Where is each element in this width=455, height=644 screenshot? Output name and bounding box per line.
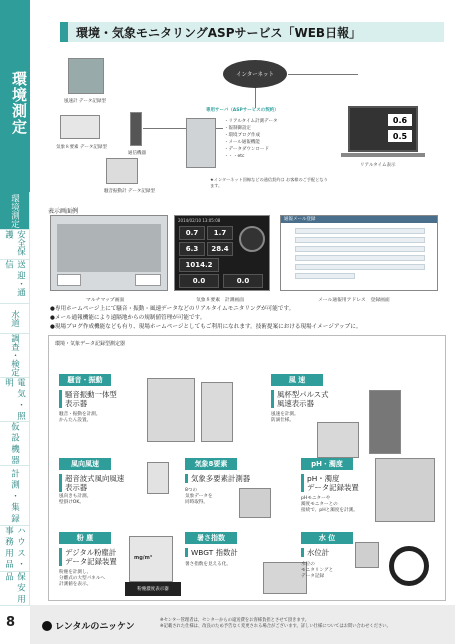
bullet-item: ●現場ブログ作成機能なども有り、現場ホームページとしてもご利用になれます。技術提案における現場イメージアップに。 [50,324,362,330]
card-desc: pHモニターや 濁度モニターとの 接続で、pHと濁度を計測。 [301,496,358,513]
mail-screenshot [280,215,438,291]
noise-logger-image [106,158,138,184]
card-desc: 粉塵を計測し、 分離式の大型パネルへ 計測値を表示。 [59,570,105,587]
connector-line [255,88,256,108]
product-image [239,488,271,518]
server-label: 専用サーバ（ASPサービスの契約） [206,108,279,113]
card-badge: 暑さ指数 [185,532,237,544]
sidebar-tab-environment[interactable]: 環境測定 [0,192,30,230]
server-feature: ・環境ブログ作成 [224,133,260,138]
footer [30,605,455,644]
card-desc: 水位の モニタリングと データ記録 [301,562,334,579]
sidebar-tab-water[interactable]: 水道 [0,304,30,334]
mail-row [295,273,355,279]
sidebar-tab-safety[interactable]: 安全保護 [0,230,30,260]
logo-text: レンタルのニッケン [55,622,135,632]
card-badge: 騒音・振動 [59,374,111,386]
meteo-value: 6.3 [179,242,205,256]
card-desc: 暑さ指数を見える化。 [185,562,231,567]
realtime-value: 0.6 [388,114,412,126]
anemometer-caption: 風速計 データ記録型 [64,99,106,104]
dust-unit: mg/m³ [134,555,153,561]
product-image [355,542,379,568]
card-title: 風杯型パルス式 風速表示器 [271,390,351,408]
meteo-logger-caption: 気象８要素 データ記録型 [56,145,107,150]
sidebar [0,0,30,644]
products-panel [48,335,446,601]
display-example-label: 表示画面例 [48,208,79,215]
server-feature: ・報制御設定 [224,126,251,131]
server-feature: ・リアルタイム計測データ [224,119,278,124]
card-badge: 気象8要素 [185,458,237,470]
mail-row [295,228,425,234]
server-features [224,118,278,160]
meteo-timestamp: 2014/02/10 13:05:08 [178,218,221,223]
card-badge: 風向風速 [59,458,111,470]
page-number: 8 [6,615,16,630]
server-feature: ・・・etc [224,154,245,159]
logo-icon [42,621,52,631]
mail-row [295,264,425,270]
multimap-screenshot [50,215,168,291]
product-image [201,382,233,442]
card-desc: 騒音・振動を計測。 かんたん設置。 [59,412,101,423]
sidebar-heading: 環境測定 [0,0,30,192]
sidebar-tab-security[interactable]: 保 安 用 品 [0,572,30,606]
card-title: 水位計 [301,548,361,557]
server-image [186,118,216,168]
brand-logo [42,619,135,632]
card-desc: 風速を計測。 防滴仕様。 [271,412,299,423]
card-badge: 粉 塵 [59,532,111,544]
meteo-caption: 気象８要素 計測画面 [196,298,244,303]
title-bar [60,22,444,42]
product-image [147,462,169,494]
product-image [369,390,401,454]
noise-logger-caption: 騒音振動計 データ記録型 [104,189,155,194]
map-panel [135,274,161,286]
map-image [57,224,161,272]
feature-bullets [50,305,445,332]
meteo-screenshot [174,215,270,291]
card-desc: 風向きも計測。 壁掛けOK。 [59,494,92,505]
card-title: デジタル粉塵計 データ記録装置 [59,548,139,566]
meteo-value: 0.0 [223,274,263,288]
card-title: 超音波式風向風速 表示器 [59,474,149,492]
meteo-value: 0.0 [179,274,219,288]
comm-device-caption: 通信機器 [128,151,146,156]
dust-meter-image [129,536,173,582]
meteo-value: 0.7 [179,226,205,240]
mail-row [295,246,425,252]
card-title: 騒音振動一体型 表示器 [59,390,139,408]
meteo-logger-image [60,115,100,139]
panel-heading: 環境・気象データ記録型測定器 [55,341,126,347]
server-note: ★インターネット回線などの通信契約は お客様のご手配となります。 [210,177,328,188]
card-badge: 水 位 [301,532,353,544]
server-feature: ・データダウンロード [224,147,269,152]
cable-reel-image [389,546,429,586]
card-title: 気象多要素計測器 [185,474,265,483]
product-image [317,422,359,458]
anemometer-image [68,58,104,94]
footnote: ※センター管理者は、センターからの遠送費をお客様負担とさせて頂きます。 ※記載された仕様は、改良のため予告なく変更される場合がございます。詳しい仕様についてはお問い合わせください。 [160,618,391,629]
sidebar-tab-measurement[interactable]: 計 測 ・ 集 録 [0,466,30,526]
card-desc: 8つの 気象データを 同時取得。 [185,488,213,505]
sidebar-tab-transport[interactable]: 送 迎・通 信 [0,260,30,304]
mail-row [295,237,425,243]
internet-cloud: インターネット [223,60,287,88]
map-panel [57,274,81,286]
sidebar-tab-temporary[interactable]: 仮 設 機 器 [0,422,30,466]
card-title: pH・濁度 データ記録装置 [301,474,381,492]
sidebar-tab-electric[interactable]: 電 気 ・ 照 明 [0,378,30,422]
laptop-image [348,106,418,152]
mail-row [295,255,425,261]
realtime-value: 0.5 [388,130,412,142]
realtime-caption: リアルタイム表示 [360,163,396,168]
system-diagram [48,50,448,200]
card-badge: 風 速 [271,374,323,386]
mail-header: 通報メール登録 [281,216,437,223]
multimap-caption: マルチマップ画面 [86,298,125,303]
laptop-base [341,153,425,157]
meteo-value: 28.4 [207,242,233,256]
card-title: WBGT 指数計 [185,548,265,557]
bullet-item: ●専用ホームページ上にて騒音・振動・風速データなどのリアルタイムモニタリングが可能です。 [50,306,295,312]
product-image [375,458,435,522]
meteo-value: 1.7 [207,226,233,240]
comm-device-image [130,112,142,146]
server-feature: ・メール通報機能 [224,140,260,145]
connector-line [288,74,358,75]
page-title: 環境・気象モニタリングASPサービス「WEB日報」 [76,25,362,40]
sidebar-tab-survey[interactable]: 調查・検定 [0,334,30,378]
product-image [147,378,195,442]
meteo-value: 1014.2 [179,258,219,272]
card-badge: pH・濁度 [301,458,353,470]
sidebar-tab-housing[interactable]: ハ ウ ス ・ 事 務 用 品 [0,526,30,572]
dust-display: 粉塵濃度表示器 [125,582,181,596]
mail-caption: メール通報用アドレス 登録画面 [318,298,390,303]
bullet-item: ●メール通報機能により遠隔地からの規制値管理が可能です。 [50,315,206,321]
compass-icon [239,226,265,252]
